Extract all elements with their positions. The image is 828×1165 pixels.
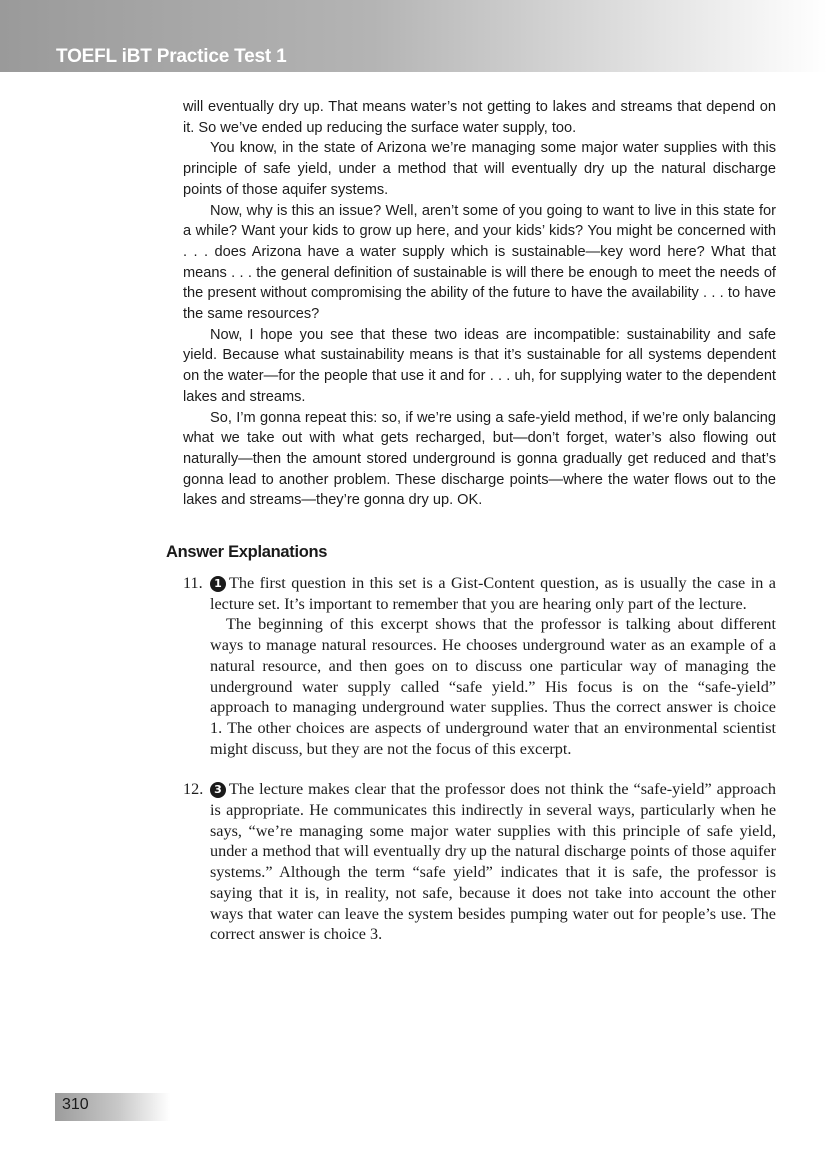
answer-circle-icon: 1 (210, 576, 226, 592)
explanation-paragraph: The beginning of this excerpt shows that the professor is talking about different ways to manage natural resources. He chooses underground water as an example of a natural resource, and then goes on to discuss one particular way of managing the underground water supply called “safe yield.” His focus is on the “safe-yield” approach to managing underground water supplies. Thus the correct answer is choice 1. The other choices are aspects of underground water that an environmental scientist might discuss, but they are not the focus of this excerpt. (210, 615, 776, 758)
running-header-title: TOEFL iBT Practice Test 1 (56, 46, 287, 67)
question-number: 11. (183, 574, 203, 592)
explanation-text: The lecture makes clear that the professor does not think the “safe-yield” approach is appropriate. He communicates this indirectly in several ways, particularly when he says, “we’re managing some major water supplies with this principle of safe yield, under a method that will eventually dry up the natural discharge points of those aquifer systems.” Although the term “safe yield” indicates that it is safe, the professor is saying that it is, in reality, not safe, because it does not take into account the other ways that water can leave the system besides pumping water out for people’s use. The correct answer is choice 3. (210, 780, 776, 944)
transcript-paragraph: You know, in the state of Arizona we’re managing some major water supplies with this principle of safe yield, under a method that will eventually dry up the natural discharge points of those aquifer systems. (183, 140, 776, 198)
explanation-text: The first question in this set is a Gist-Content question, as is usually the case in a lecture set. It’s important to remember that you are hearing only part of the lecture. (210, 574, 776, 613)
section-heading: Answer Explanations (166, 543, 328, 561)
transcript-paragraph: will eventually dry up. That means water’s not getting to lakes and streams that depend on it. So we’ve ended up reducing the surface water supply, too. (183, 99, 776, 136)
answer-explanations (183, 573, 776, 945)
lecture-transcript (183, 97, 776, 511)
transcript-paragraph: Now, why is this an issue? Well, aren’t some of you going to want to live in this state for a while? Want your kids to grow up here, and your kids’ kids? You might be concerned with . . . does Arizona have a water supply which is sustainable—key word here? What that means . . . the general definition of sustainable is will there be enough to meet the needs of the present without compromising the ability of the future to have the availability . . . to have the same resources? (183, 202, 776, 323)
explanation-item (183, 573, 776, 759)
explanation-paragraph (210, 573, 776, 614)
page-number: 310 (62, 1096, 89, 1113)
question-number: 12. (183, 780, 204, 799)
answer-circle-icon: 3 (210, 782, 226, 798)
transcript-paragraph: So, I’m gonna repeat this: so, if we’re using a safe-yield method, if we’re only balancing what we take out with what gets recharged, but—don’t forget, water’s also flowing out naturally—then the amount stored underground is gonna gradually get reduced and that’s gonna lead to another problem. These discharge points—where the water flows out to the lakes and streams—they’re gonna dry up. OK. (183, 409, 776, 509)
explanation-paragraph (210, 779, 776, 945)
transcript-paragraph: Now, I hope you see that these two ideas are incompatible: sustainability and safe yield. Because what sustainability means is that it’s sustainable for all systems dependent on the water—for the people that use it and for . . . uh, for supplying water to the dependent lakes and streams. (183, 326, 776, 405)
explanation-item (183, 779, 776, 945)
